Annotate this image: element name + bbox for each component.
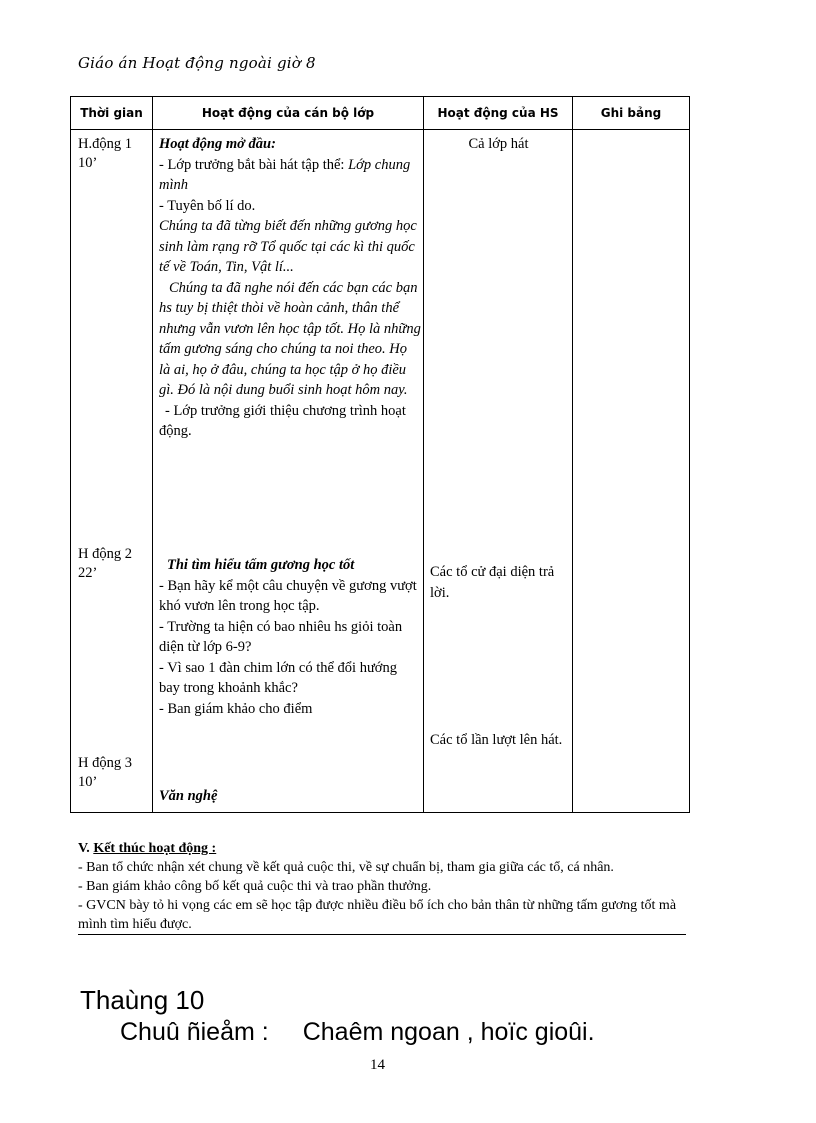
theme-value: Chaêm ngoan , hoïc gioûi. [302, 1018, 595, 1046]
contest-title: Thi tìm hiểu tấm gương học tốt [167, 557, 355, 573]
performance-title: Văn nghệ [159, 788, 218, 804]
activity-2 [78, 545, 132, 583]
opening-paragraph-1: Chúng ta đã từng biết đến những gương học sinh làm rạng rỡ Tổ quốc tại các kì thi quốc tế về Toán, Tin, Vật lí... [159, 218, 417, 275]
closing-line-3: - GVCN bày tỏ hi vọng các em sẽ học tập được nhiều điều bổ ích cho bản thân từ những tấm gương tốt mà mình tìm hiểu được. [78, 896, 686, 935]
activity-3 [78, 754, 132, 792]
activity-1 [78, 135, 132, 173]
page-number: 14 [370, 1057, 385, 1073]
activity-2-time: 22’ [78, 565, 98, 581]
officer-cell [153, 130, 424, 813]
activity-1-content [159, 134, 421, 442]
contest-judges: - Ban giám khảo cho điểm [159, 700, 313, 717]
closing-line-1: - Ban tổ chức nhận xét chung về kết quả cuộc thi, về sự chuẩn bị, tham gia giữa các tổ, cá nhân. [78, 860, 614, 875]
notes-cell [573, 130, 690, 813]
contest-question-2: - Trường ta hiện có bao nhiêu hs giỏi toàn diện từ lớp 6-9? [159, 618, 403, 655]
song-title: Lớp chung mình [159, 156, 411, 193]
activity-1-label: H.động 1 [78, 136, 132, 152]
opening-line-reason: - Tuyên bố lí do. [159, 197, 256, 214]
closing-prefix: V. [78, 841, 94, 856]
activity-1-time: 10’ [78, 155, 98, 171]
table-header-row [71, 97, 690, 130]
closing-title [78, 839, 690, 858]
col-header-students: Hoạt động của HS [424, 97, 573, 130]
theme-line [120, 1018, 595, 1047]
table-body-row [71, 130, 690, 813]
contest-question-3: - Vì sao 1 đàn chim lớn có thể đổi hướng bay trong khoảnh khắc? [159, 659, 397, 696]
opening-paragraph-2: Chúng ta đã nghe nói đến các bạn các bạn hs tuy bị thiệt thòi về hoàn cảnh, thân thể nhưng vẫn vươn lên học tập tốt. Họ là những tấm gương sáng cho chúng ta noi theo. Họ là ai, họ ở đâu, chúng ta học tập ở họ điều gì. Đó là nội dung buổi sinh hoạt hôm nay. [159, 279, 421, 398]
activity-3-time: 10’ [78, 774, 98, 790]
students-cell [424, 130, 573, 813]
theme-label: Chuû ñieåm : [120, 1018, 269, 1046]
activity-2-label: H động 2 [78, 546, 132, 562]
opening-line-song [159, 155, 421, 196]
time-cell [71, 130, 153, 813]
activity-2-content [159, 555, 421, 719]
students-activity-3: Các tổ lần lượt lên hát. [430, 732, 563, 748]
closing-heading: Kết thúc hoạt động : [93, 841, 217, 856]
col-header-time: Thời gian [71, 97, 153, 130]
opening-line-program: - Lớp trưởng giới thiệu chương trình hoạt động. [159, 402, 406, 439]
students-activity-1: Cả lớp hát [468, 136, 529, 152]
activity-3-label: H động 3 [78, 755, 132, 771]
students-activity-2: Các tổ cử đại diện trả lời. [430, 564, 555, 601]
col-header-notes: Ghi bảng [573, 97, 690, 130]
opening-line-song-text: - Lớp trưởng bắt bài hát tập thể: [159, 156, 349, 173]
month-heading: Thaùng 10 [80, 985, 205, 1015]
contest-question-1: - Bạn hãy kể một câu chuyện về gương vượt khó vươn lên trong học tập. [159, 577, 417, 614]
col-header-officer: Hoạt động của cán bộ lớp [153, 97, 424, 130]
lesson-plan-table [70, 96, 690, 813]
opening-title: Hoạt động mở đầu: [159, 136, 276, 152]
closing-line-2: - Ban giám khảo công bố kết quả cuộc thi và trao phần thưởng. [78, 879, 432, 894]
closing-section [78, 839, 690, 935]
page-header: Giáo án Hoạt động ngoài giờ 8 [78, 54, 316, 72]
